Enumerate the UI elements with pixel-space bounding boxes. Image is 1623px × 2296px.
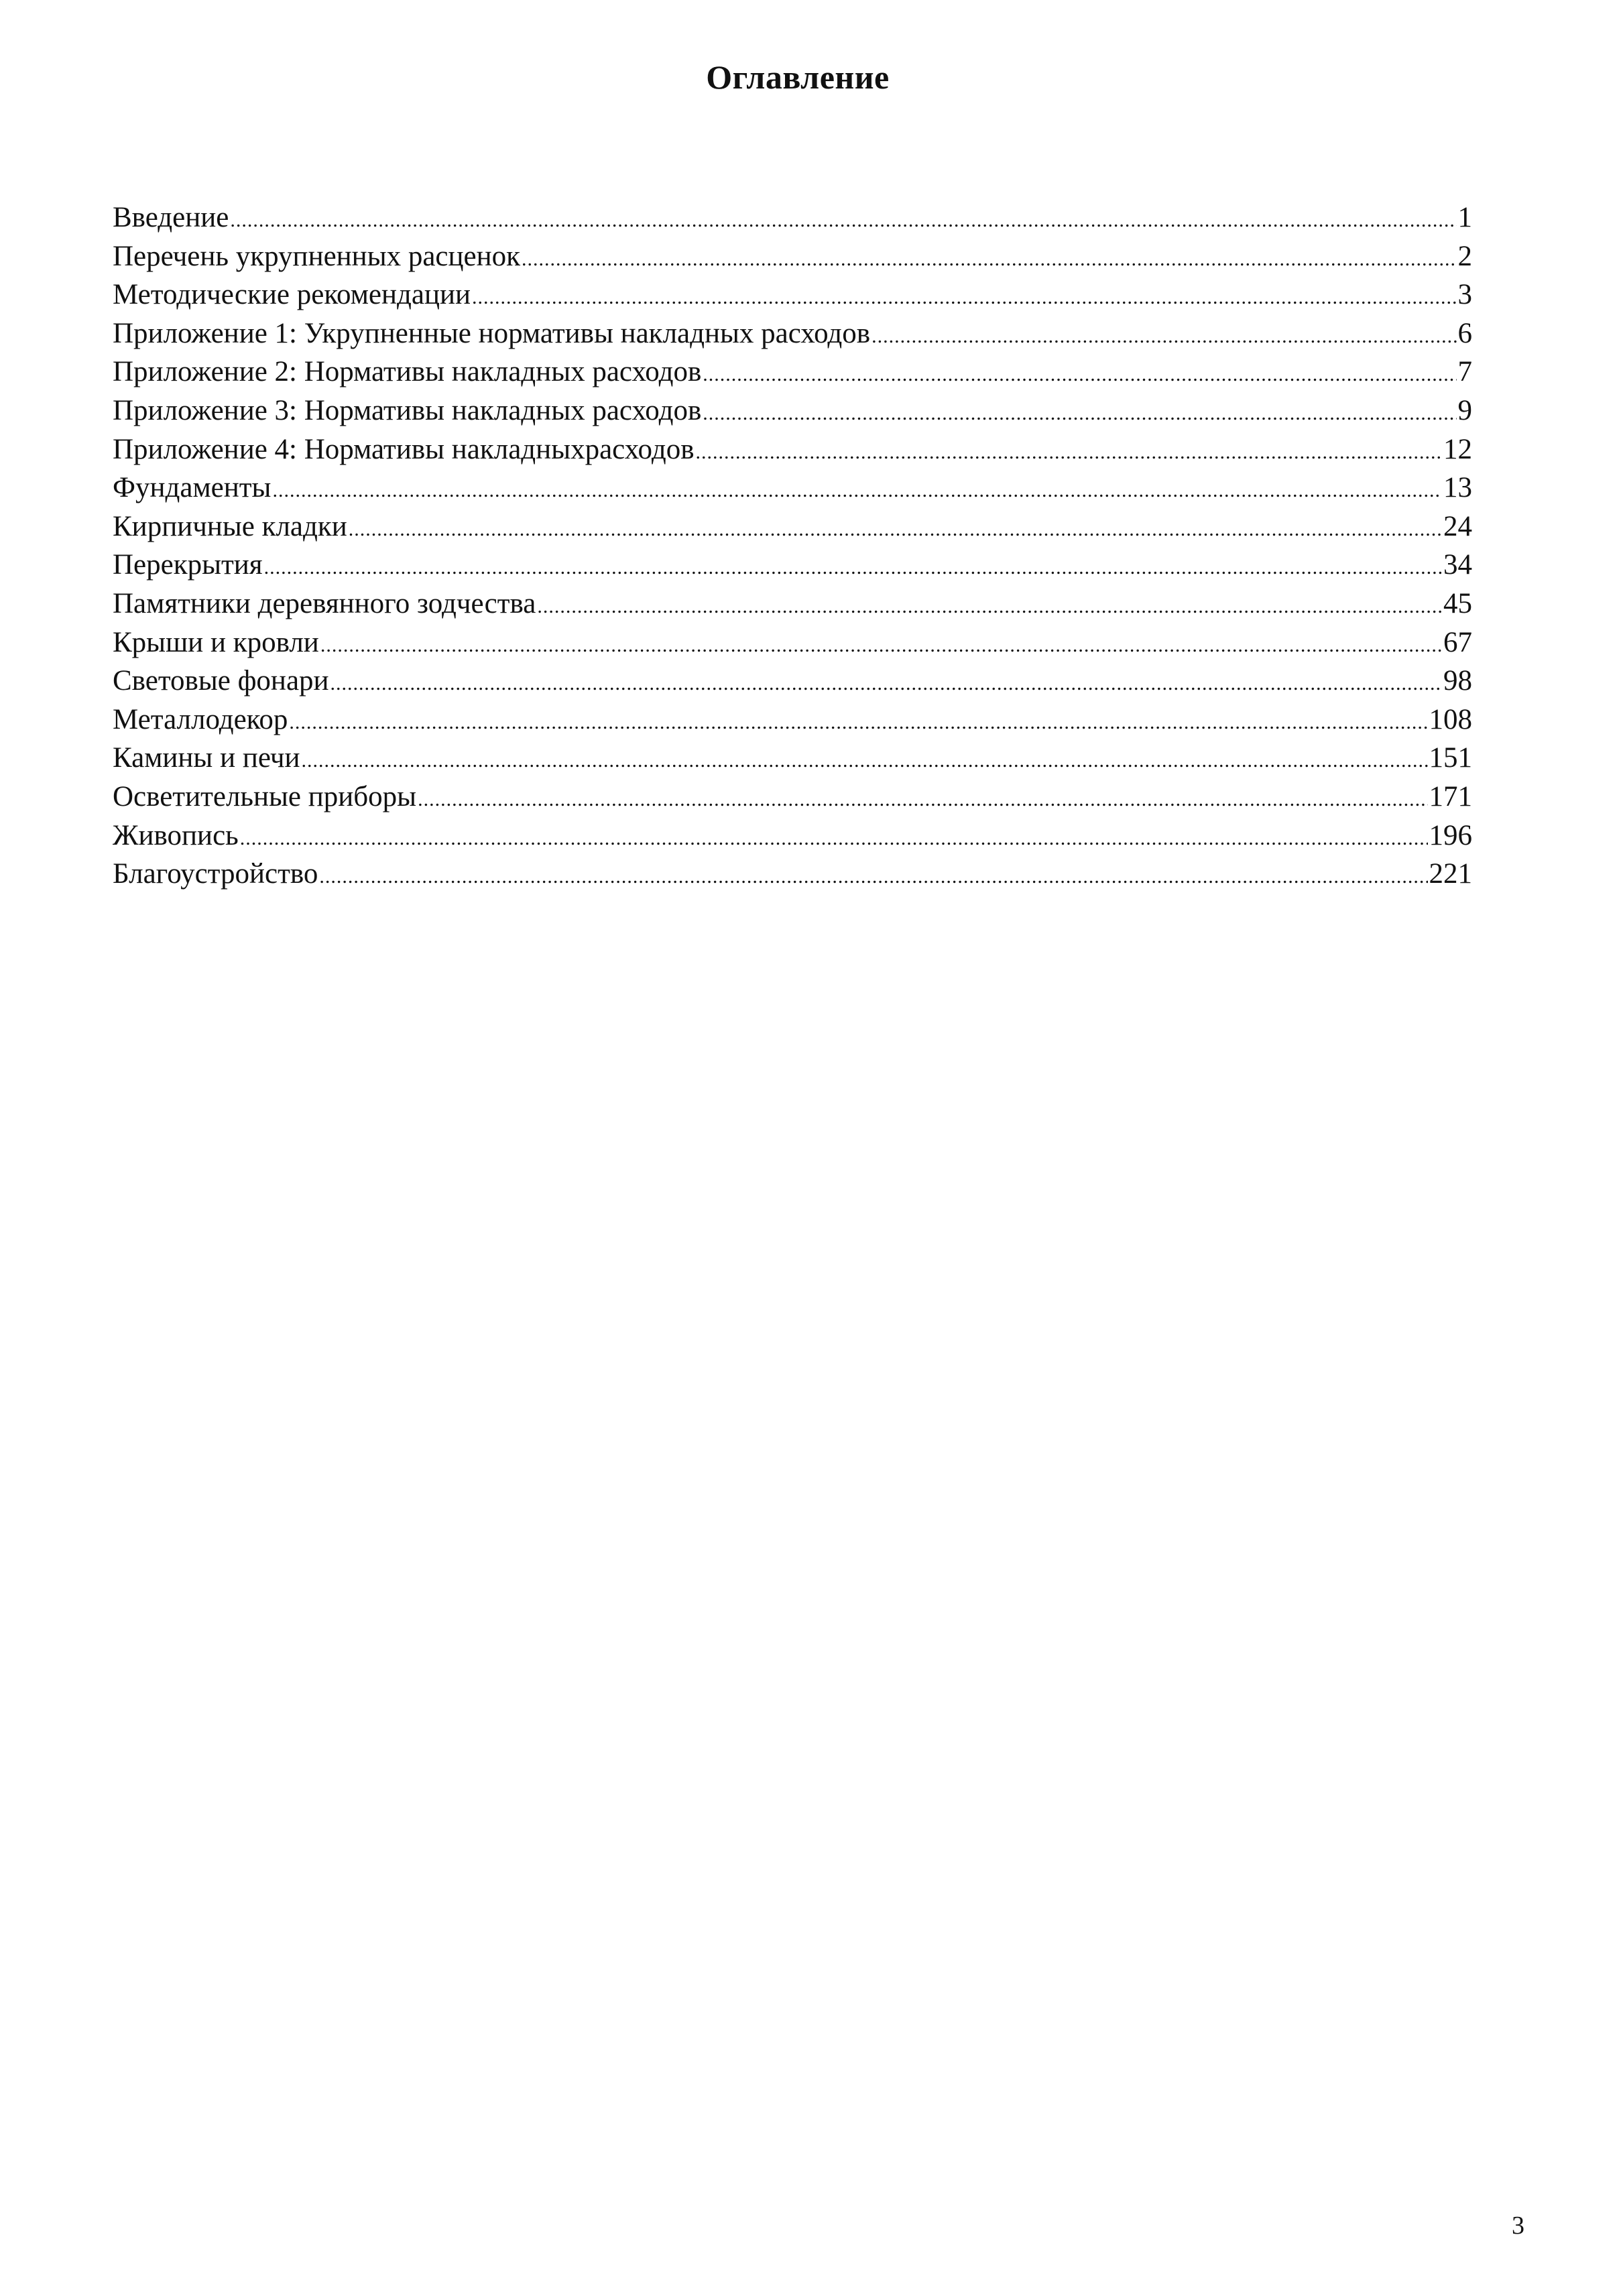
toc-entry[interactable] xyxy=(113,314,1472,353)
toc-entry-page-number: 34 xyxy=(1443,549,1472,581)
toc-entry[interactable] xyxy=(113,198,1472,237)
toc-entry[interactable] xyxy=(113,623,1472,662)
toc-entry[interactable] xyxy=(113,855,1472,894)
toc-dot-leader xyxy=(537,587,1442,623)
toc-entry-label: Введение xyxy=(113,202,229,233)
toc-entry-label: Крыши и кровли xyxy=(113,626,319,658)
toc-dot-leader xyxy=(289,703,1427,739)
toc-entry-label: Живопись xyxy=(113,819,239,851)
toc-entry[interactable] xyxy=(113,778,1472,817)
toc-dot-leader xyxy=(472,278,1456,314)
toc-entry-page-number: 7 xyxy=(1457,356,1472,388)
toc-entry[interactable] xyxy=(113,353,1472,391)
toc-entry-label: Кирпичные кладки xyxy=(113,510,347,542)
toc-dot-leader xyxy=(264,548,1442,585)
toc-dot-leader xyxy=(703,355,1456,391)
toc-entry-page-number: 171 xyxy=(1429,780,1472,812)
toc-entry-label: Приложение 1: Укрупненные нормативы накладных расходов xyxy=(113,317,871,349)
toc-entry[interactable] xyxy=(113,237,1472,276)
toc-entry-label: Памятники деревянного зодчества xyxy=(113,587,536,619)
toc-entry[interactable] xyxy=(113,662,1472,701)
toc-dot-leader xyxy=(320,626,1442,662)
toc-entry-page-number: 9 xyxy=(1457,394,1472,426)
toc-entry-page-number: 67 xyxy=(1443,626,1472,658)
toc-entry-label: Благоустройство xyxy=(113,858,318,890)
toc-entry-label: Металлодекор xyxy=(113,703,288,735)
toc-entry-page-number: 3 xyxy=(1457,279,1472,311)
toc-entry[interactable] xyxy=(113,585,1472,623)
toc-dot-leader xyxy=(703,394,1456,430)
toc-dot-leader xyxy=(330,664,1442,701)
toc-dot-leader xyxy=(319,857,1427,894)
page-title: Оглавление xyxy=(706,58,890,96)
toc-entry-page-number: 45 xyxy=(1443,587,1472,619)
toc-entry[interactable] xyxy=(113,430,1472,469)
toc-dot-leader xyxy=(871,317,1456,353)
toc-dot-leader xyxy=(696,433,1443,469)
toc-entry-label: Приложение 3: Нормативы накладных расходов xyxy=(113,394,702,426)
toc-entry-page-number: 221 xyxy=(1429,858,1472,890)
toc-dot-leader xyxy=(418,780,1427,817)
toc-dot-leader xyxy=(522,240,1456,276)
toc-entry[interactable] xyxy=(113,701,1472,739)
toc-entry-label: Приложение 4: Нормативы накладныхрасходов xyxy=(113,433,695,465)
toc-dot-leader xyxy=(302,741,1428,778)
toc-entry[interactable] xyxy=(113,546,1472,585)
toc-entry[interactable] xyxy=(113,507,1472,546)
toc-entry-label: Методические рекомендации xyxy=(113,279,471,311)
toc-entry-page-number: 13 xyxy=(1443,472,1472,504)
toc-dot-leader xyxy=(230,201,1456,237)
toc-entry-page-number: 196 xyxy=(1429,819,1472,851)
toc-entry-page-number: 151 xyxy=(1429,742,1472,774)
table-of-contents xyxy=(113,198,1472,894)
toc-dot-leader xyxy=(240,819,1428,855)
toc-entry-label: Осветительные приборы xyxy=(113,780,417,812)
toc-dot-leader xyxy=(272,471,1442,507)
toc-entry-page-number: 98 xyxy=(1443,665,1472,697)
toc-entry-label: Приложение 2: Нормативы накладных расходов xyxy=(113,356,702,388)
toc-entry-label: Световые фонари xyxy=(113,665,329,697)
toc-entry-label: Фундаменты xyxy=(113,472,272,504)
toc-entry[interactable] xyxy=(113,469,1472,507)
toc-entry[interactable] xyxy=(113,391,1472,430)
toc-entry-page-number: 6 xyxy=(1457,317,1472,349)
toc-entry[interactable] xyxy=(113,276,1472,314)
toc-entry[interactable] xyxy=(113,739,1472,778)
toc-entry-label: Камины и печи xyxy=(113,742,300,774)
toc-entry[interactable] xyxy=(113,817,1472,855)
toc-entry-page-number: 2 xyxy=(1457,240,1472,272)
page-number: 3 xyxy=(1512,2212,1524,2240)
toc-dot-leader xyxy=(349,510,1442,546)
toc-entry-label: Перечень укрупненных расценок xyxy=(113,240,521,272)
toc-entry-page-number: 24 xyxy=(1443,510,1472,542)
toc-entry-page-number: 1 xyxy=(1457,202,1472,233)
toc-entry-page-number: 108 xyxy=(1429,703,1472,735)
toc-entry-page-number: 12 xyxy=(1443,433,1472,465)
toc-entry-label: Перекрытия xyxy=(113,549,263,581)
